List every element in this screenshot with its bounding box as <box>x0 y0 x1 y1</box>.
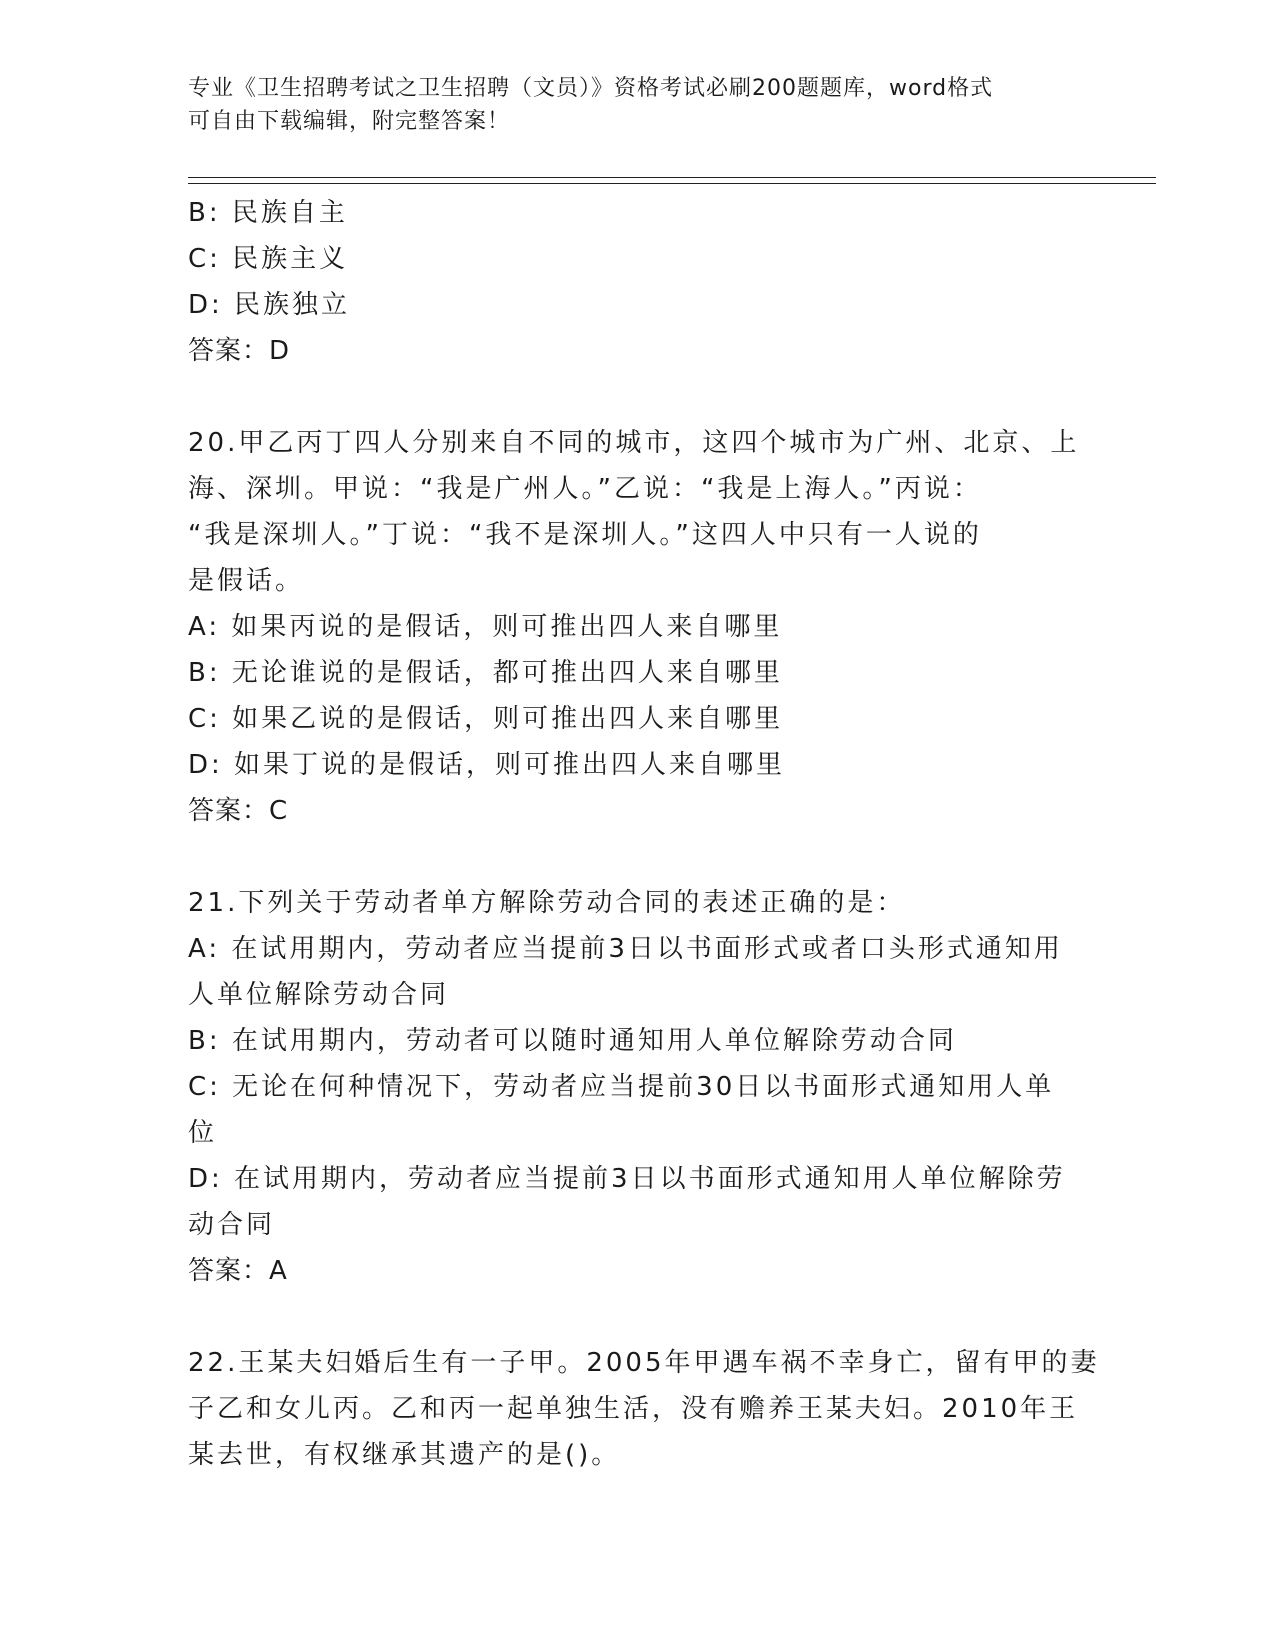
option-a: A: 如果丙说的是假话，则可推出四人来自哪里 <box>188 612 783 642</box>
answer: 答案：D <box>188 336 291 366</box>
question-stem-line: 20.甲乙丙丁四人分别来自不同的城市，这四个城市为广州、北京、上 <box>188 428 1080 458</box>
option-d: D: 在试用期内，劳动者应当提前3日以书面形式通知用人单位解除劳 <box>188 1164 1066 1194</box>
spacer <box>188 1294 1088 1340</box>
option-b: B: 民族自主 <box>188 198 348 228</box>
option-d-continued: 动合同 <box>188 1210 276 1240</box>
header-line-1: 专业《卫生招聘考试之卫生招聘（文员）》资格考试必刷200题题库，word格式 <box>188 76 994 101</box>
option-d: D: 如果丁说的是假话，则可推出四人来自哪里 <box>188 750 786 780</box>
option-b: B: 无论谁说的是假话，都可推出四人来自哪里 <box>188 658 783 688</box>
option-c: C: 无论在何种情况下，劳动者应当提前30日以书面形式通知用人单 <box>188 1072 1055 1102</box>
header-divider-bottom <box>188 183 1156 184</box>
question-20 <box>188 420 1088 834</box>
answer: 答案：C <box>188 796 289 826</box>
option-c: C: 民族主义 <box>188 244 349 274</box>
question-stem-line: 某去世，有权继承其遗产的是()。 <box>188 1440 621 1470</box>
question-stem-line: 22.王某夫妇婚后生有一子甲。2005年甲遇车祸不幸身亡，留有甲的妻 <box>188 1348 1100 1378</box>
spacer <box>188 374 1088 420</box>
question-19-tail <box>188 190 1088 374</box>
document-body <box>188 190 1100 1478</box>
header-line-2: 可自由下载编辑，附完整答案！ <box>188 109 511 134</box>
answer: 答案：A <box>188 1256 288 1286</box>
header-divider-top <box>188 177 1156 178</box>
question-22 <box>188 1340 1100 1478</box>
option-a: A: 在试用期内，劳动者应当提前3日以书面形式或者口头形式通知用 <box>188 934 1063 964</box>
option-d: D: 民族独立 <box>188 290 351 320</box>
question-stem-line: 海、深圳。甲说：“我是广州人。”乙说：“我是上海人。”丙说： <box>188 474 982 504</box>
question-stem-line: 是假话。 <box>188 566 305 596</box>
option-a-continued: 人单位解除劳动合同 <box>188 980 450 1010</box>
spacer <box>188 834 1088 880</box>
option-c: C: 如果乙说的是假话，则可推出四人来自哪里 <box>188 704 784 734</box>
question-21 <box>188 880 1088 1294</box>
option-c-continued: 位 <box>188 1118 218 1148</box>
question-stem-line: “我是深圳人。”丁说：“我不是深圳人。”这四人中只有一人说的 <box>188 520 982 550</box>
option-b: B: 在试用期内，劳动者可以随时通知用人单位解除劳动合同 <box>188 1026 957 1056</box>
document-header <box>188 72 1088 138</box>
question-stem-line: 21.下列关于劳动者单方解除劳动合同的表述正确的是： <box>188 888 906 918</box>
question-stem-line: 子乙和女儿丙。乙和丙一起单独生活，没有赡养王某夫妇。2010年王 <box>188 1394 1079 1424</box>
